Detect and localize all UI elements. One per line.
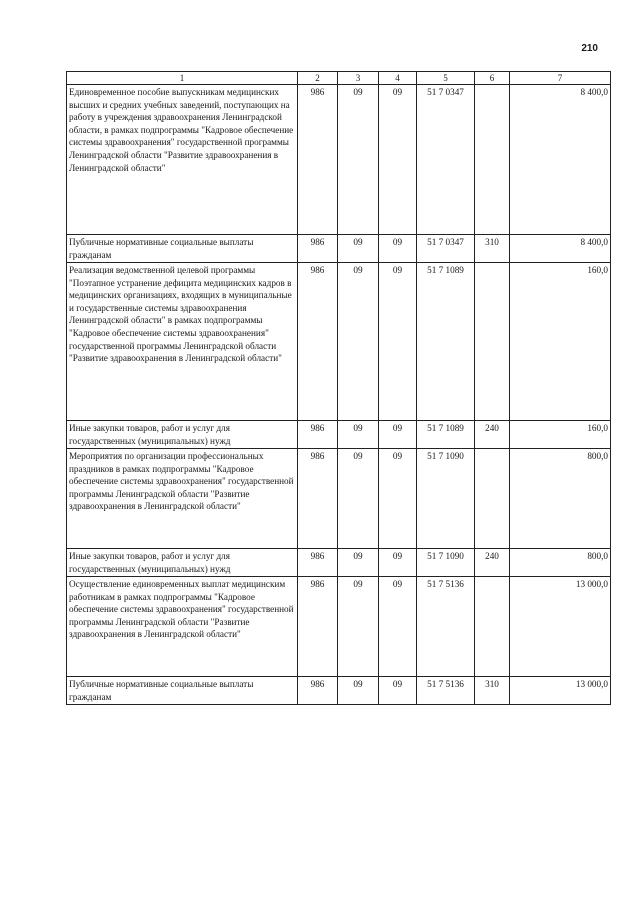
cell-target-code: 51 7 0347	[417, 235, 475, 263]
cell-section: 09	[338, 421, 379, 449]
cell-expense-type: 240	[475, 549, 510, 577]
cell-grbs: 986	[298, 263, 338, 421]
cell-section: 09	[338, 263, 379, 421]
row-name: Реализация ведомственной целевой программы "Поэтапное устранение дефицита медицинских кадров в медицинских организациях, входящих в муниципальные и государственные системы здравоохранения Ленинградской области" в рамках подпрограммы "Кадровое обеспечение системы здравоохранения" государственной программы Ленинградской области "Развитие здравоохранения в Ленинградской области"	[67, 263, 298, 421]
row-name: Иные закупки товаров, работ и услуг для государственных (муниципальных) нужд	[67, 549, 298, 577]
table-row	[67, 449, 611, 549]
cell-expense-type: 310	[475, 677, 510, 705]
cell-expense-type: 240	[475, 421, 510, 449]
cell-grbs: 986	[298, 549, 338, 577]
row-name: Мероприятия по организации профессиональных праздников в рамках подпрограммы "Кадровое обеспечение системы здравоохранения" государственной программы Ленинградской области "Развитие здравоохранения в Ленинградской области"	[67, 449, 298, 549]
cell-subsection: 09	[379, 577, 417, 677]
cell-grbs: 986	[298, 85, 338, 235]
column-header: 4	[379, 72, 417, 85]
cell-grbs: 986	[298, 421, 338, 449]
cell-grbs: 986	[298, 235, 338, 263]
cell-subsection: 09	[379, 85, 417, 235]
cell-subsection: 09	[379, 235, 417, 263]
column-header: 1	[67, 72, 298, 85]
cell-section: 09	[338, 549, 379, 577]
cell-amount: 160,0	[510, 263, 611, 421]
cell-grbs: 986	[298, 677, 338, 705]
cell-section: 09	[338, 449, 379, 549]
budget-table	[66, 71, 611, 705]
cell-amount: 800,0	[510, 449, 611, 549]
row-name: Единовременное пособие выпускникам медицинских высших и средних учебных заведений, поступающих на работу в учреждения здравоохранения Ленинградской области, в рамках подпрограммы "Кадровое обеспечение системы здравоохранения" государственной программы Ленинградской области "Развитие здравоохранения в Ленинградской области"	[67, 85, 298, 235]
cell-subsection: 09	[379, 449, 417, 549]
row-name: Публичные нормативные социальные выплаты гражданам	[67, 677, 298, 705]
table-header-row	[67, 72, 611, 85]
cell-amount: 160,0	[510, 421, 611, 449]
cell-amount: 800,0	[510, 549, 611, 577]
column-header: 2	[298, 72, 338, 85]
table-row	[67, 263, 611, 421]
cell-expense-type: 310	[475, 235, 510, 263]
cell-subsection: 09	[379, 549, 417, 577]
column-header: 5	[417, 72, 475, 85]
table-row	[67, 85, 611, 235]
cell-expense-type	[475, 85, 510, 235]
cell-amount: 8 400,0	[510, 85, 611, 235]
cell-amount: 13 000,0	[510, 577, 611, 677]
cell-target-code: 51 7 1089	[417, 263, 475, 421]
column-header: 6	[475, 72, 510, 85]
page-number: 210	[581, 43, 598, 54]
cell-target-code: 51 7 1090	[417, 449, 475, 549]
cell-target-code: 51 7 5136	[417, 677, 475, 705]
cell-subsection: 09	[379, 421, 417, 449]
cell-target-code: 51 7 5136	[417, 577, 475, 677]
cell-target-code: 51 7 0347	[417, 85, 475, 235]
row-name: Осуществление единовременных выплат медицинским работникам в рамках подпрограммы "Кадровое обеспечение системы здравоохранения" государственной программы Ленинградской области "Развитие здравоохранения в Ленинградской области"	[67, 577, 298, 677]
table-row	[67, 235, 611, 263]
column-header: 7	[510, 72, 611, 85]
cell-amount: 8 400,0	[510, 235, 611, 263]
row-name: Иные закупки товаров, работ и услуг для государственных (муниципальных) нужд	[67, 421, 298, 449]
cell-expense-type	[475, 449, 510, 549]
table-row	[67, 421, 611, 449]
cell-expense-type	[475, 263, 510, 421]
table-row	[67, 577, 611, 677]
table-row	[67, 549, 611, 577]
cell-section: 09	[338, 577, 379, 677]
cell-grbs: 986	[298, 577, 338, 677]
table-row	[67, 677, 611, 705]
row-name: Публичные нормативные социальные выплаты гражданам	[67, 235, 298, 263]
cell-subsection: 09	[379, 677, 417, 705]
cell-target-code: 51 7 1090	[417, 549, 475, 577]
cell-target-code: 51 7 1089	[417, 421, 475, 449]
cell-expense-type	[475, 577, 510, 677]
cell-section: 09	[338, 85, 379, 235]
cell-section: 09	[338, 235, 379, 263]
cell-grbs: 986	[298, 449, 338, 549]
cell-amount: 13 000,0	[510, 677, 611, 705]
cell-section: 09	[338, 677, 379, 705]
cell-subsection: 09	[379, 263, 417, 421]
column-header: 3	[338, 72, 379, 85]
